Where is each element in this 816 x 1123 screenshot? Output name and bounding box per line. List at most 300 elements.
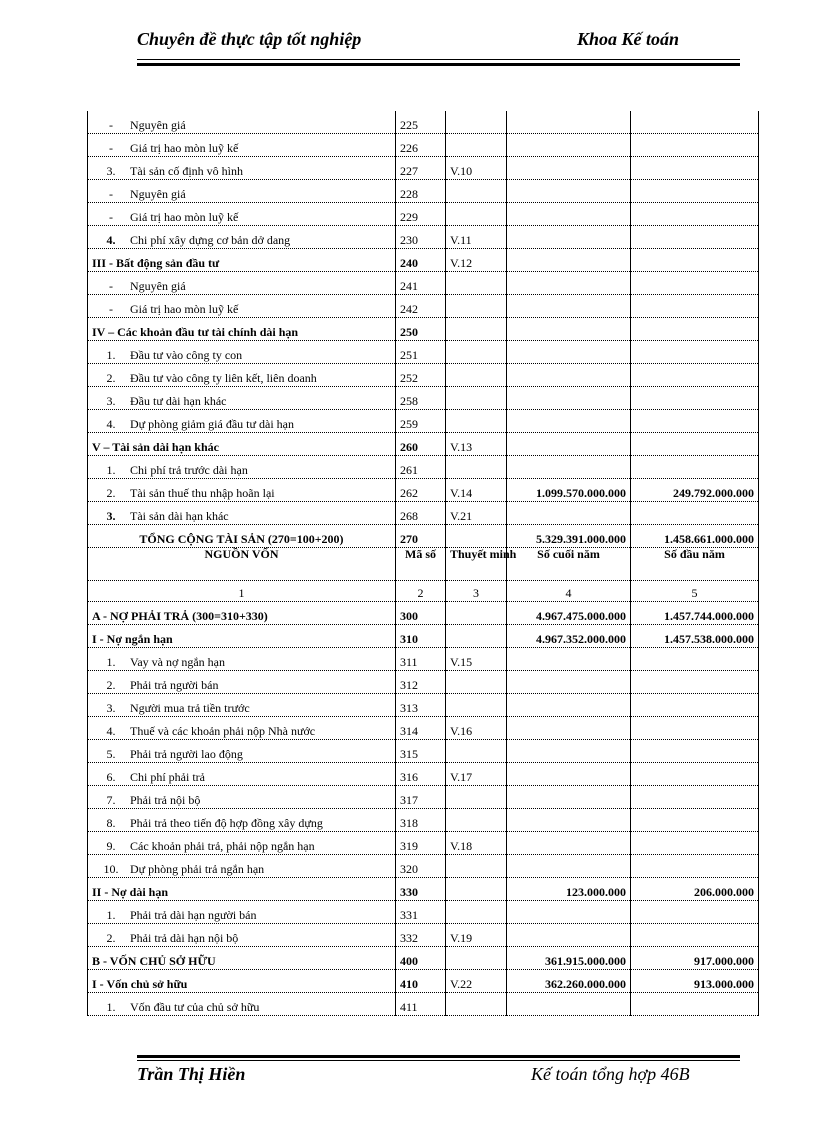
- item-name: Vốn đầu tư của chủ sở hữu: [130, 1000, 260, 1014]
- header-department: Khoa Kế toán: [577, 29, 680, 49]
- item-name: Tài sản thuế thu nhập hoãn lại: [130, 486, 275, 500]
- year-start-value: [631, 111, 759, 134]
- item-name-cell: I - Nợ ngắn hạn: [88, 625, 396, 648]
- year-start-value: 1.457.744.000.000: [631, 602, 759, 625]
- item-name: Tài sản cố định vô hình: [130, 164, 243, 178]
- table-row: [88, 318, 759, 341]
- item-name: Giá trị hao mòn luỹ kế: [130, 210, 239, 224]
- year-end-value: [507, 387, 631, 410]
- item-code: 314: [396, 717, 446, 740]
- item-note: [446, 272, 507, 295]
- item-marker: 9.: [106, 839, 116, 853]
- item-note: [446, 947, 507, 970]
- table-row: [88, 134, 759, 157]
- year-end-value: [507, 502, 631, 525]
- item-name-cell: B - VỐN CHỦ SỞ HỮU: [88, 947, 396, 970]
- item-marker: -: [109, 187, 113, 201]
- item-name: Dự phòng phải trả ngắn hạn: [130, 862, 265, 876]
- item-marker: 2.: [106, 486, 116, 500]
- item-note: V.17: [446, 763, 507, 786]
- item-name: Thuế và các khoản phải nộp Nhà nước: [130, 724, 316, 738]
- item-name: Tài sản dài hạn khác: [130, 509, 229, 523]
- column-header-code: Mã số: [396, 548, 446, 581]
- year-start-value: [631, 694, 759, 717]
- item-name-cell: [88, 387, 396, 410]
- item-note: V.16: [446, 717, 507, 740]
- item-name-cell: [88, 134, 396, 157]
- table-row: [88, 717, 759, 740]
- item-marker: 4.: [106, 233, 116, 247]
- table-row: [88, 602, 759, 625]
- item-name-cell: A - NỢ PHẢI TRẢ (300=310+330): [88, 602, 396, 625]
- year-start-value: [631, 295, 759, 318]
- item-name-cell: [88, 717, 396, 740]
- item-marker: -: [109, 118, 113, 132]
- item-note: V.13: [446, 433, 507, 456]
- balance-sheet-body: [88, 111, 759, 1016]
- item-code: 319: [396, 832, 446, 855]
- header-title: Chuyên đề thực tập tốt nghiệp: [137, 29, 362, 49]
- table-row: [88, 226, 759, 249]
- item-note: [446, 786, 507, 809]
- table-row: [88, 694, 759, 717]
- item-note: V.19: [446, 924, 507, 947]
- item-name-cell: [88, 809, 396, 832]
- item-code: 320: [396, 855, 446, 878]
- year-start-value: [631, 671, 759, 694]
- item-code: 313: [396, 694, 446, 717]
- year-start-value: [631, 180, 759, 203]
- table-row: [88, 763, 759, 786]
- column-number: 5: [631, 581, 759, 602]
- balance-sheet-table: [87, 111, 759, 1016]
- year-end-value: [507, 740, 631, 763]
- table-row: [88, 364, 759, 387]
- item-note: [446, 364, 507, 387]
- item-note: [446, 295, 507, 318]
- item-marker: -: [109, 141, 113, 155]
- item-name-cell: [88, 763, 396, 786]
- year-start-value: [631, 433, 759, 456]
- item-note: [446, 180, 507, 203]
- table-row: [88, 648, 759, 671]
- year-end-value: [507, 341, 631, 364]
- item-code: 318: [396, 809, 446, 832]
- table-row: [88, 947, 759, 970]
- item-note: [446, 855, 507, 878]
- item-code: 259: [396, 410, 446, 433]
- year-end-value: 4.967.475.000.000: [507, 602, 631, 625]
- year-end-value: [507, 855, 631, 878]
- item-name-cell: [88, 786, 396, 809]
- item-name: Phải trả dài hạn người bán: [130, 908, 257, 922]
- year-start-value: 1.458.661.000.000: [631, 525, 759, 548]
- year-start-value: [631, 364, 759, 387]
- item-note: [446, 203, 507, 226]
- year-end-value: 361.915.000.000: [507, 947, 631, 970]
- item-code: 227: [396, 157, 446, 180]
- item-code: 315: [396, 740, 446, 763]
- item-name-cell: [88, 832, 396, 855]
- table-row: [88, 456, 759, 479]
- year-start-value: [631, 203, 759, 226]
- item-name: Phải trả theo tiến độ hợp đồng xây dựng: [130, 816, 323, 830]
- item-name-cell: [88, 226, 396, 249]
- item-marker: -: [109, 302, 113, 316]
- item-note: [446, 993, 507, 1016]
- year-start-value: [631, 134, 759, 157]
- year-end-value: [507, 924, 631, 947]
- year-start-value: [631, 387, 759, 410]
- item-name-cell: [88, 341, 396, 364]
- item-note: [446, 901, 507, 924]
- year-end-value: [507, 671, 631, 694]
- year-end-value: 5.329.391.000.000: [507, 525, 631, 548]
- year-start-value: [631, 786, 759, 809]
- item-name: Nguyên giá: [130, 187, 186, 201]
- item-marker: -: [109, 210, 113, 224]
- year-start-value: [631, 318, 759, 341]
- column-number-row: [88, 581, 759, 602]
- column-number: 4: [507, 581, 631, 602]
- item-name-cell: I - Vốn chủ sở hữu: [88, 970, 396, 993]
- year-start-value: 1.457.538.000.000: [631, 625, 759, 648]
- column-header-note: Thuyết minh: [446, 548, 507, 581]
- item-note: [446, 456, 507, 479]
- item-code: 240: [396, 249, 446, 272]
- table-row: [88, 502, 759, 525]
- item-note: [446, 111, 507, 134]
- column-header-row: [88, 548, 759, 581]
- item-name-cell: [88, 502, 396, 525]
- year-start-value: [631, 901, 759, 924]
- table-row: [88, 671, 759, 694]
- year-end-value: [507, 410, 631, 433]
- item-marker: 8.: [106, 816, 116, 830]
- year-start-value: [631, 272, 759, 295]
- item-name: Đầu tư vào công ty liên kết, liên doanh: [130, 371, 317, 385]
- item-name: Chi phí trả trước dài hạn: [130, 463, 248, 477]
- item-code: 226: [396, 134, 446, 157]
- item-name: Chi phí phải trả: [130, 770, 205, 784]
- table-row: [88, 993, 759, 1016]
- item-marker: 2.: [106, 931, 116, 945]
- table-row: [88, 295, 759, 318]
- item-marker: 7.: [106, 793, 116, 807]
- item-code: 268: [396, 502, 446, 525]
- item-name-cell: [88, 180, 396, 203]
- item-marker: 3.: [106, 394, 116, 408]
- item-note: [446, 318, 507, 341]
- item-name-cell: IV – Các khoản đầu tư tài chính dài hạn: [88, 318, 396, 341]
- header-rule-thick: [137, 63, 740, 66]
- item-note: [446, 341, 507, 364]
- year-end-value: 4.967.352.000.000: [507, 625, 631, 648]
- year-start-value: [631, 249, 759, 272]
- table-row: [88, 525, 759, 548]
- item-code: 250: [396, 318, 446, 341]
- item-marker: 4.: [106, 417, 116, 431]
- item-marker: -: [109, 279, 113, 293]
- item-code: 310: [396, 625, 446, 648]
- item-name: Nguyên giá: [130, 118, 186, 132]
- year-end-value: [507, 456, 631, 479]
- year-start-value: 917.000.000: [631, 947, 759, 970]
- year-start-value: [631, 832, 759, 855]
- item-marker: 3.: [106, 164, 116, 178]
- item-name: Nguyên giá: [130, 279, 186, 293]
- item-code: 300: [396, 602, 446, 625]
- item-name-cell: [88, 648, 396, 671]
- footer-rule-thick: [137, 1055, 740, 1058]
- year-start-value: [631, 763, 759, 786]
- item-code: 260: [396, 433, 446, 456]
- item-marker: 3.: [106, 701, 116, 715]
- item-marker: 6.: [106, 770, 116, 784]
- table-row: [88, 809, 759, 832]
- item-code: 229: [396, 203, 446, 226]
- item-code: 317: [396, 786, 446, 809]
- item-code: 411: [396, 993, 446, 1016]
- table-row: [88, 970, 759, 993]
- item-code: 230: [396, 226, 446, 249]
- year-start-value: [631, 993, 759, 1016]
- item-name-cell: [88, 410, 396, 433]
- item-code: 331: [396, 901, 446, 924]
- item-marker: 5.: [106, 747, 116, 761]
- year-start-value: [631, 855, 759, 878]
- item-name-cell: [88, 479, 396, 502]
- item-name-cell: [88, 203, 396, 226]
- item-name: Phải trả nội bộ: [130, 793, 201, 807]
- item-note: [446, 878, 507, 901]
- year-end-value: [507, 717, 631, 740]
- item-code: 258: [396, 387, 446, 410]
- table-row: [88, 832, 759, 855]
- year-end-value: [507, 134, 631, 157]
- year-start-value: [631, 410, 759, 433]
- item-marker: 1.: [106, 908, 116, 922]
- item-code: 311: [396, 648, 446, 671]
- item-note: [446, 809, 507, 832]
- item-code: 410: [396, 970, 446, 993]
- year-start-value: [631, 809, 759, 832]
- item-code: 261: [396, 456, 446, 479]
- item-name-cell: [88, 901, 396, 924]
- table-row: [88, 341, 759, 364]
- table-row: [88, 249, 759, 272]
- item-name: Phải trả người lao động: [130, 747, 243, 761]
- footer-class: Kế toán tổng hợp 46B: [531, 1064, 690, 1084]
- item-name-cell: [88, 364, 396, 387]
- table-row: [88, 855, 759, 878]
- year-end-value: [507, 786, 631, 809]
- item-note: V.14: [446, 479, 507, 502]
- item-marker: 1.: [106, 655, 116, 669]
- year-end-value: [507, 111, 631, 134]
- item-note: V.12: [446, 249, 507, 272]
- year-end-value: 123.000.000: [507, 878, 631, 901]
- item-marker: 1.: [106, 348, 116, 362]
- item-code: 241: [396, 272, 446, 295]
- item-name: Đầu tư vào công ty con: [130, 348, 243, 362]
- year-end-value: 1.099.570.000.000: [507, 479, 631, 502]
- item-marker: 1.: [106, 1000, 116, 1014]
- item-note: V.11: [446, 226, 507, 249]
- column-header-name: NGUỒN VỐN: [88, 548, 396, 581]
- year-start-value: [631, 456, 759, 479]
- table-row: [88, 203, 759, 226]
- year-end-value: [507, 364, 631, 387]
- item-code: 332: [396, 924, 446, 947]
- item-name: Phải trả người bán: [130, 678, 219, 692]
- item-note: V.10: [446, 157, 507, 180]
- item-note: [446, 740, 507, 763]
- column-number: 2: [396, 581, 446, 602]
- item-marker: 3.: [106, 509, 116, 523]
- item-code: 312: [396, 671, 446, 694]
- item-note: V.15: [446, 648, 507, 671]
- year-start-value: [631, 157, 759, 180]
- year-end-value: [507, 832, 631, 855]
- table-row: [88, 180, 759, 203]
- item-note: V.21: [446, 502, 507, 525]
- table-row: [88, 479, 759, 502]
- item-note: [446, 625, 507, 648]
- table-row: [88, 924, 759, 947]
- item-code: 252: [396, 364, 446, 387]
- header-rule-thin: [137, 59, 740, 60]
- year-start-value: [631, 648, 759, 671]
- item-marker: 2.: [106, 371, 116, 385]
- item-code: 262: [396, 479, 446, 502]
- item-name: Giá trị hao mòn luỹ kế: [130, 302, 239, 316]
- table-row: [88, 433, 759, 456]
- table-row: [88, 410, 759, 433]
- item-code: 330: [396, 878, 446, 901]
- table-row: [88, 111, 759, 134]
- table-row: [88, 740, 759, 763]
- item-code: 316: [396, 763, 446, 786]
- year-start-value: [631, 924, 759, 947]
- item-name-cell: III - Bất động sản đầu tư: [88, 249, 396, 272]
- year-end-value: [507, 763, 631, 786]
- column-number: 3: [446, 581, 507, 602]
- item-name-cell: TỔNG CỘNG TÀI SẢN (270=100+200): [88, 525, 396, 548]
- year-end-value: [507, 809, 631, 832]
- table-row: [88, 786, 759, 809]
- item-code: 251: [396, 341, 446, 364]
- table-row: [88, 878, 759, 901]
- year-start-value: [631, 502, 759, 525]
- item-name-cell: [88, 924, 396, 947]
- item-note: [446, 694, 507, 717]
- table-row: [88, 901, 759, 924]
- year-start-value: [631, 740, 759, 763]
- item-name: Phải trả dài hạn nội bộ: [130, 931, 239, 945]
- year-end-value: [507, 648, 631, 671]
- footer-author: Trần Thị Hiền: [137, 1064, 246, 1084]
- year-end-value: [507, 203, 631, 226]
- year-start-value: [631, 341, 759, 364]
- item-code: 228: [396, 180, 446, 203]
- item-note: [446, 671, 507, 694]
- year-start-value: 249.792.000.000: [631, 479, 759, 502]
- item-name: Vay và nợ ngắn hạn: [130, 655, 225, 669]
- year-end-value: [507, 272, 631, 295]
- year-end-value: [507, 295, 631, 318]
- year-end-value: [507, 901, 631, 924]
- table-row: [88, 157, 759, 180]
- item-name-cell: [88, 993, 396, 1016]
- item-name-cell: [88, 855, 396, 878]
- item-name-cell: [88, 671, 396, 694]
- item-code: 270: [396, 525, 446, 548]
- year-end-value: [507, 249, 631, 272]
- item-note: V.18: [446, 832, 507, 855]
- item-name: Người mua trả tiền trước: [130, 701, 250, 715]
- item-name-cell: [88, 272, 396, 295]
- item-note: [446, 134, 507, 157]
- year-end-value: [507, 993, 631, 1016]
- item-code: 242: [396, 295, 446, 318]
- item-name-cell: [88, 694, 396, 717]
- item-name: Dự phòng giảm giá đầu tư dài hạn: [130, 417, 294, 431]
- item-name-cell: [88, 456, 396, 479]
- item-name: Đầu tư dài hạn khác: [130, 394, 227, 408]
- item-marker: 4.: [106, 724, 116, 738]
- item-name-cell: [88, 295, 396, 318]
- year-start-value: [631, 717, 759, 740]
- footer-rule-thin: [137, 1060, 740, 1061]
- item-note: [446, 525, 507, 548]
- year-start-value: 206.000.000: [631, 878, 759, 901]
- item-note: [446, 602, 507, 625]
- item-note: [446, 410, 507, 433]
- column-number: 1: [88, 581, 396, 602]
- column-header-end: Số cuối năm: [507, 548, 631, 581]
- year-end-value: [507, 318, 631, 341]
- year-start-value: 913.000.000: [631, 970, 759, 993]
- item-name-cell: II - Nợ dài hạn: [88, 878, 396, 901]
- item-note: [446, 387, 507, 410]
- item-marker: 1.: [106, 463, 116, 477]
- year-end-value: [507, 157, 631, 180]
- column-header-start: Số đầu năm: [631, 548, 759, 581]
- item-name: Chi phí xây dựng cơ bản dở dang: [130, 233, 291, 247]
- item-name-cell: V – Tài sản dài hạn khác: [88, 433, 396, 456]
- year-end-value: [507, 433, 631, 456]
- item-marker: 2.: [106, 678, 116, 692]
- year-start-value: [631, 226, 759, 249]
- item-marker: 10.: [103, 862, 119, 876]
- table-row: [88, 272, 759, 295]
- year-end-value: 362.260.000.000: [507, 970, 631, 993]
- year-end-value: [507, 694, 631, 717]
- item-code: 400: [396, 947, 446, 970]
- item-name: Giá trị hao mòn luỹ kế: [130, 141, 239, 155]
- table-row: [88, 625, 759, 648]
- item-name-cell: [88, 111, 396, 134]
- item-name: Các khoản phải trả, phải nộp ngắn hạn: [130, 839, 315, 853]
- item-name-cell: [88, 157, 396, 180]
- year-end-value: [507, 226, 631, 249]
- item-code: 225: [396, 111, 446, 134]
- item-name-cell: [88, 740, 396, 763]
- item-note: V.22: [446, 970, 507, 993]
- year-end-value: [507, 180, 631, 203]
- table-row: [88, 387, 759, 410]
